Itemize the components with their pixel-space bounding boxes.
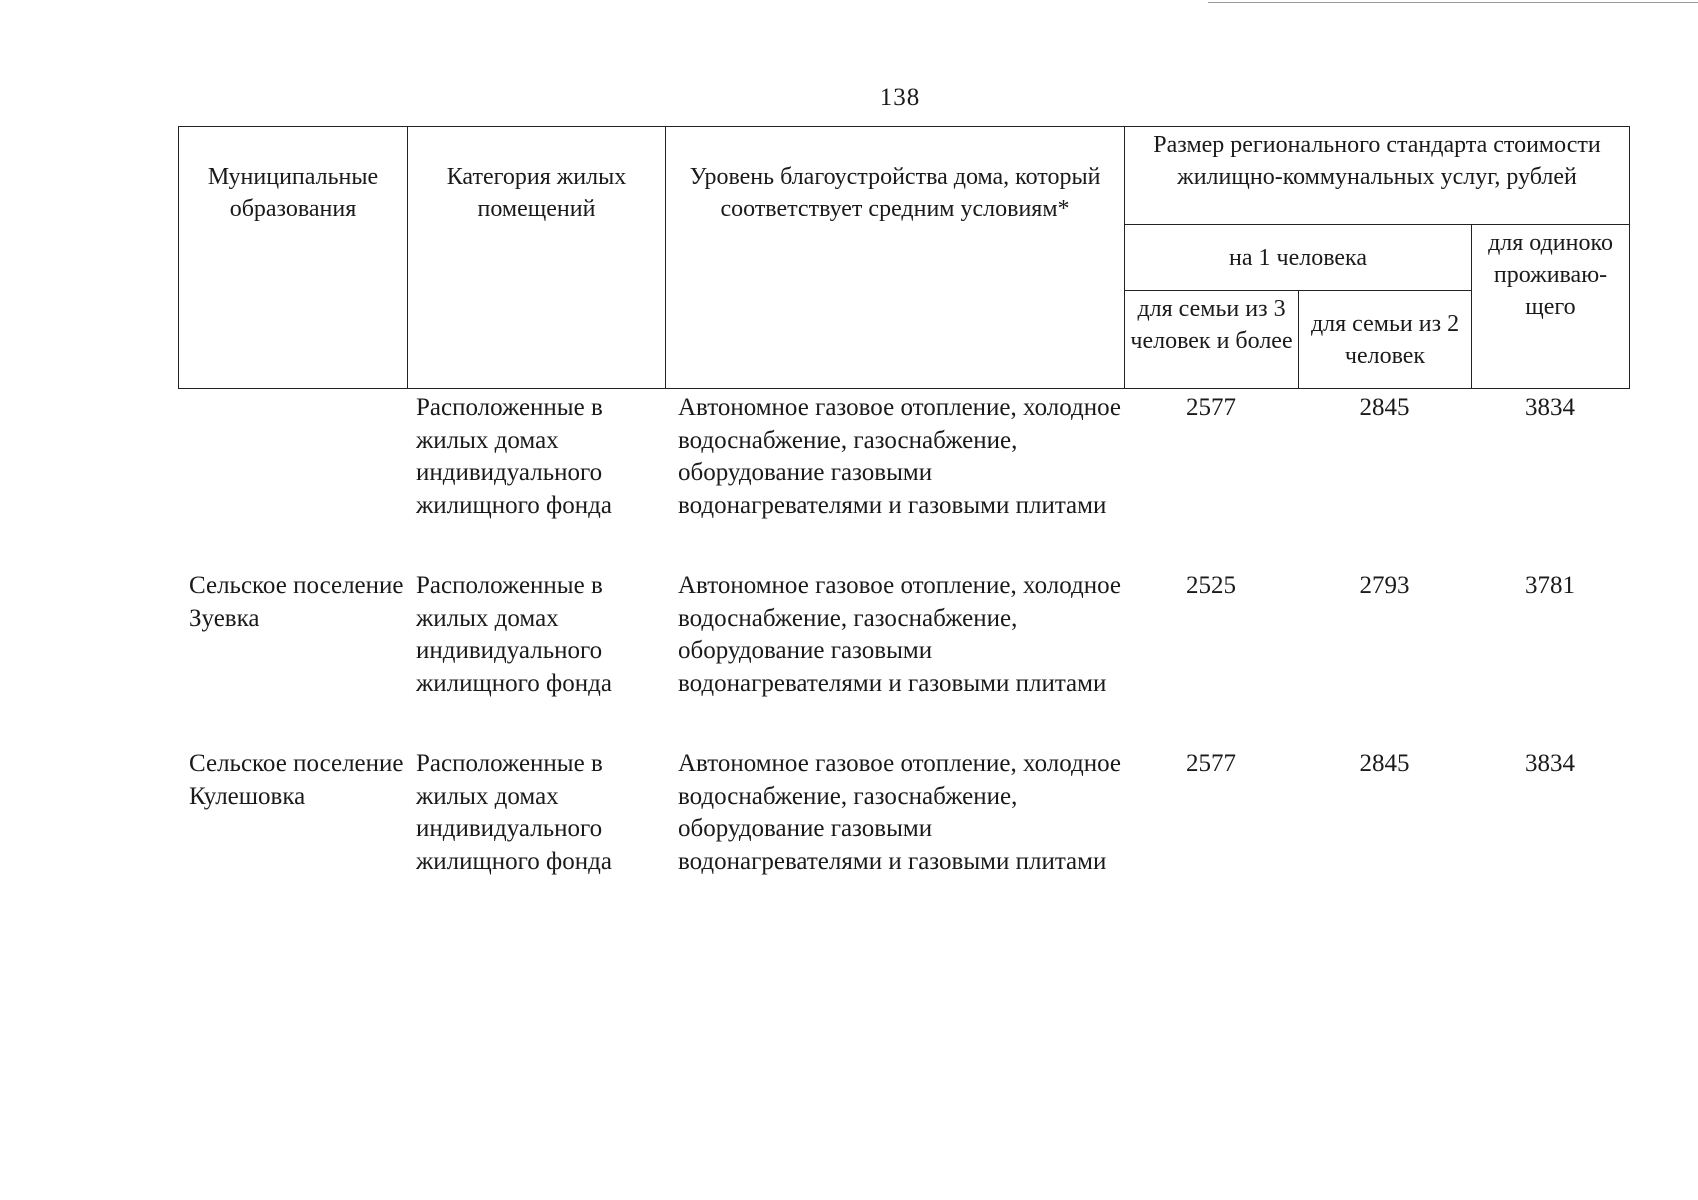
cell-single: 3834 — [1525, 394, 1575, 421]
table-row — [178, 748, 1629, 926]
cell-municipality — [178, 392, 407, 570]
scan-edge-line — [1208, 2, 1698, 3]
cell-family3: 2525 — [1186, 572, 1236, 599]
table-header — [178, 126, 1630, 389]
header-level: Уровень благоустройства дома, который соответствует средним условиям* — [666, 127, 1125, 389]
header-standard: Размер регионального стандарта стоимости жилищно-коммунальных услуг, рублей — [1125, 127, 1630, 225]
cell-level: Автономное газовое отопление, холодное водоснабжение, газоснабжение, оборудование газовыми водонагревателями и газовыми плитами — [678, 750, 1121, 875]
cell-category: Расположенные в жилых домах индивидуального жилищного фонда — [416, 394, 612, 519]
cell-family3: 2577 — [1186, 394, 1236, 421]
table-body — [178, 392, 1629, 926]
cell-municipality: Сельское поселение Зуевка — [189, 572, 404, 632]
header-single: для одиноко проживаю-щего — [1472, 225, 1630, 389]
table-row — [178, 392, 1629, 570]
cell-level: Автономное газовое отопление, холодное водоснабжение, газоснабжение, оборудование газовыми водонагревателями и газовыми плитами — [678, 572, 1121, 697]
cell-family3: 2577 — [1186, 750, 1236, 777]
header-family2: для семьи из 2 человек — [1299, 291, 1472, 389]
cell-family2: 2845 — [1359, 394, 1410, 421]
cell-family2: 2793 — [1359, 572, 1410, 599]
cell-single: 3834 — [1525, 750, 1575, 777]
header-municipality: Муниципальные образования — [179, 127, 408, 389]
header-per-person: на 1 человека — [1125, 225, 1472, 291]
page-number: 138 — [879, 84, 921, 111]
header-family3: для семьи из 3 человек и более — [1125, 291, 1299, 389]
cell-municipality: Сельское поселение Кулешовка — [189, 750, 404, 810]
cell-family2: 2845 — [1359, 750, 1410, 777]
cell-single: 3781 — [1525, 572, 1575, 599]
header-category: Категория жилых помещений — [408, 127, 666, 389]
cell-level: Автономное газовое отопление, холодное водоснабжение, газоснабжение, оборудование газовыми водонагревателями и газовыми плитами — [678, 394, 1121, 519]
cell-category: Расположенные в жилых домах индивидуального жилищного фонда — [416, 572, 612, 697]
table-row — [178, 570, 1629, 748]
cell-category: Расположенные в жилых домах индивидуального жилищного фонда — [416, 750, 612, 875]
